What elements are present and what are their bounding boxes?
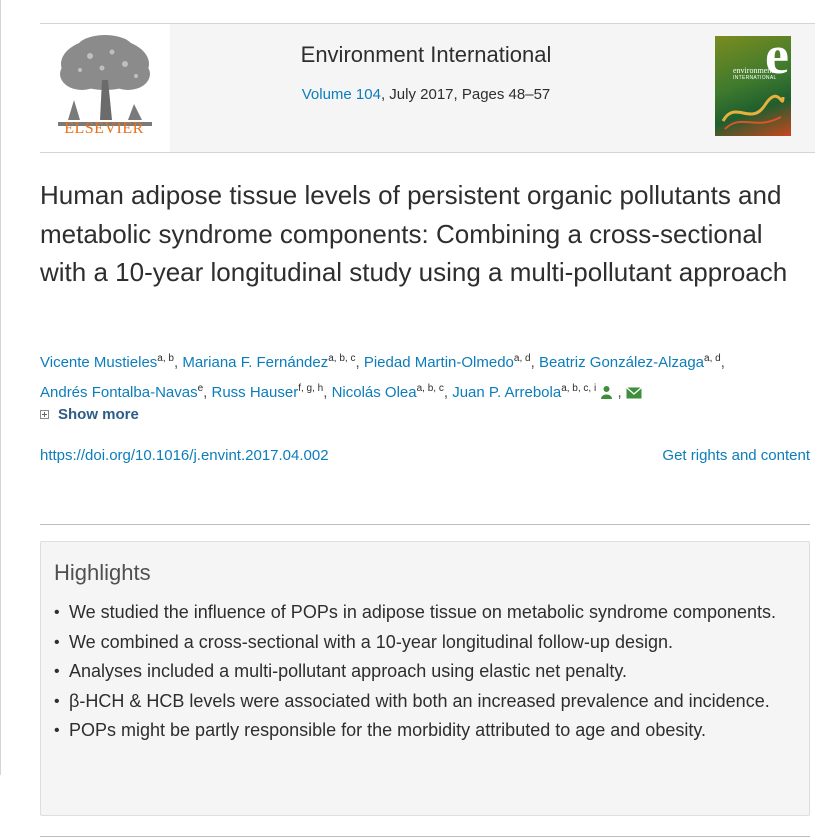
author-affiliation[interactable]: a, b bbox=[157, 353, 174, 364]
highlight-item: • β-HCH & HCB levels were associated with both an increased prevalence and incidence. bbox=[54, 687, 794, 717]
author-name[interactable]: Nicolás Olea bbox=[331, 384, 417, 401]
elsevier-tree-logo-icon bbox=[50, 34, 160, 130]
cover-letter: e bbox=[765, 36, 789, 85]
author-name[interactable]: Vicente Mustieles bbox=[40, 354, 158, 371]
publisher-name: ELSEVIER bbox=[64, 120, 144, 137]
cover-title-line1: environment bbox=[733, 66, 774, 75]
highlight-item: • POPs might be partly responsible for the morbidity attributed to age and obesity. bbox=[54, 716, 794, 746]
volume-link[interactable]: Volume 104 bbox=[301, 86, 381, 103]
bottom-divider bbox=[40, 836, 810, 837]
journal-cover[interactable] bbox=[715, 36, 791, 136]
author-affiliation[interactable]: f, g, h bbox=[298, 383, 324, 394]
plus-box-icon bbox=[40, 410, 49, 419]
section-divider bbox=[40, 524, 810, 525]
envelope-icon[interactable] bbox=[626, 387, 642, 399]
author-affiliation[interactable]: a, d bbox=[704, 353, 721, 364]
highlights-panel bbox=[40, 541, 810, 816]
author-name[interactable]: Russ Hauser bbox=[211, 384, 299, 401]
publisher-logo[interactable] bbox=[40, 24, 168, 152]
highlights-list bbox=[54, 598, 794, 746]
show-more-toggle[interactable] bbox=[40, 406, 139, 423]
author-affiliation[interactable]: a, b, c, i bbox=[561, 383, 597, 394]
author-name[interactable]: Beatriz González-Alzaga bbox=[538, 354, 705, 371]
doi-link[interactable]: https://doi.org/10.1016/j.envint.2017.04.002 bbox=[40, 447, 329, 464]
cover-area bbox=[682, 24, 815, 152]
highlight-item: • We combined a cross-sectional with a 10-year longitudinal follow-up design. bbox=[54, 628, 794, 658]
cover-art-icon bbox=[721, 91, 785, 131]
rights-link[interactable]: Get rights and content bbox=[662, 447, 810, 464]
journal-title[interactable]: Environment International bbox=[300, 42, 552, 67]
page-left-border bbox=[0, 0, 1, 775]
show-more-label: Show more bbox=[58, 406, 139, 423]
author-affiliation[interactable]: a, b, c bbox=[416, 383, 444, 394]
author-name[interactable]: Juan P. Arrebola bbox=[452, 384, 562, 401]
article-title: Human adipose tissue levels of persistent organic pollutants and metabolic syndrome components: Combining a cross-sectional with a 10-year longitudinal study using a multi-pollutant approach bbox=[40, 180, 788, 287]
journal-info bbox=[170, 24, 682, 152]
highlight-item: • We studied the influence of POPs in adipose tissue on metabolic syndrome components. bbox=[54, 598, 794, 628]
issue-details: , July 2017, Pages 48–57 bbox=[380, 86, 551, 103]
issue-line bbox=[170, 86, 682, 103]
highlights-title: Highlights bbox=[54, 560, 151, 585]
author-name[interactable]: Piedad Martin-Olmedo bbox=[363, 354, 514, 371]
author-affiliation[interactable]: a, b, c bbox=[328, 353, 356, 364]
author-list: Vicente Mustieles$^{a, b}$, Mariana F. Fernández$^{a, b, c}$, Piedad Martin-Olmedo$^{a, d}$, Beatriz González-Alzaga$^{a, d}$, Andrés Fontalba-Navas$^e$, Russ Hauser$^{f, g, h}$, Nicolás Olea$^{a, b, c}$, Juan P. Arrebola$^{a, b, c, i}$ , bbox=[40, 353, 725, 401]
corresponding-author-person-icon[interactable] bbox=[600, 385, 613, 399]
cover-title-line2: INTERNATIONAL bbox=[733, 75, 777, 81]
author-name[interactable]: Andrés Fontalba-Navas bbox=[40, 384, 198, 401]
author-affiliation[interactable]: e bbox=[197, 383, 204, 394]
author-name[interactable]: Mariana F. Fernández bbox=[182, 354, 329, 371]
author-affiliation[interactable]: a, d bbox=[513, 353, 531, 364]
journal-header bbox=[40, 24, 815, 153]
highlight-item: • Analyses included a multi-pollutant approach using elastic net penalty. bbox=[54, 657, 794, 687]
